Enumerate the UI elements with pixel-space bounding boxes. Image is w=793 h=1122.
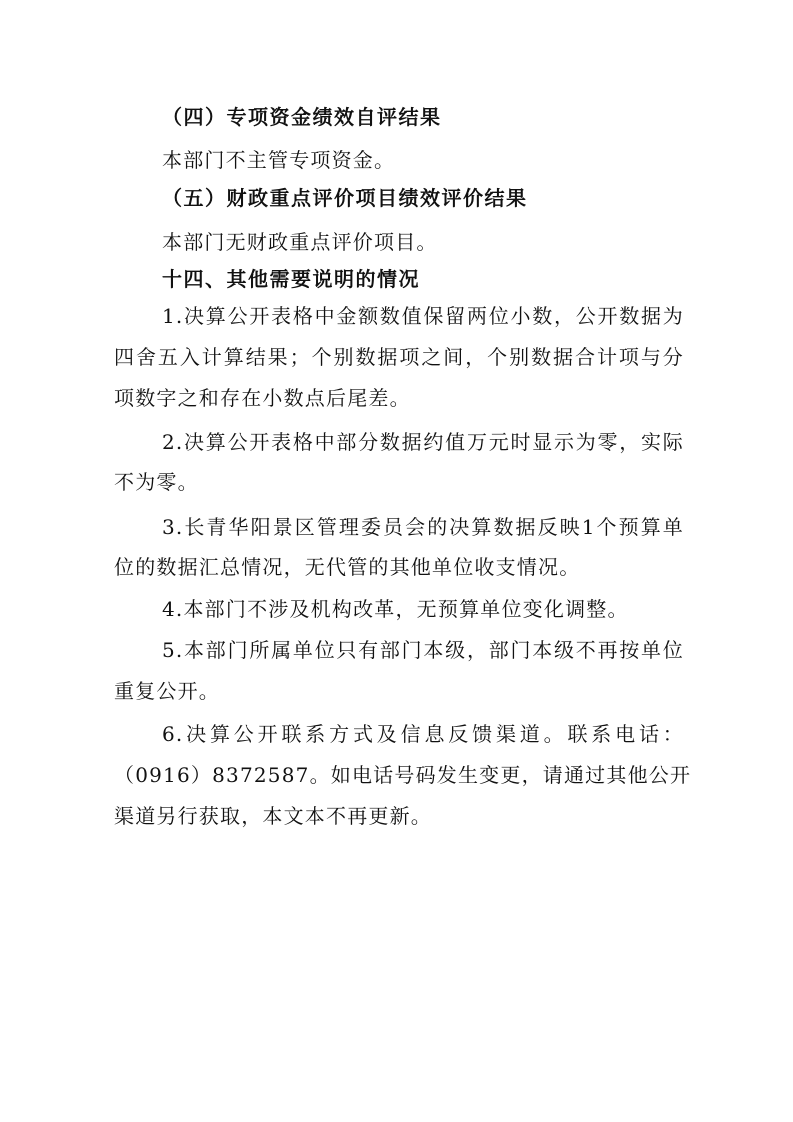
paragraph-line: 4.本部门不涉及机构改革，无预算单位变化调整。 (162, 597, 629, 621)
paragraph-line: 位的数据汇总情况，无代管的其他单位收支情况。 (114, 555, 581, 579)
subheading-special-funds: （四）专项资金绩效自评结果 (162, 105, 442, 129)
paragraph-line: 渠道另行获取，本文本不再更新。 (114, 804, 432, 828)
paragraph-line: 3.长青华阳景区管理委员会的决算数据反映1个预算单 (162, 515, 684, 539)
paragraph-line: 项数字之和存在小数点后尾差。 (114, 386, 411, 410)
paragraph-line: 本部门不主管专项资金。 (162, 148, 396, 172)
subheading-key-evaluation: （五）财政重点评价项目绩效评价结果 (162, 186, 528, 210)
paragraph-line: 2.决算公开表格中部分数据约值万元时显示为零，实际 (162, 430, 684, 454)
paragraph-line: （0916）8372587。如电话号码发生变更，请通过其他公开 (114, 763, 692, 787)
section-heading-other-notes: 十四、其他需要说明的情况 (162, 267, 420, 291)
paragraph-line: 四舍五入计算结果；个别数据项之间，个别数据合计项与分 (114, 345, 684, 369)
paragraph-line: 5.本部门所属单位只有部门本级，部门本级不再按单位 (162, 638, 684, 662)
paragraph-line: 重复公开。 (114, 679, 220, 703)
paragraph-line: 1.决算公开表格中金额数值保留两位小数，公开数据为 (162, 304, 684, 328)
paragraph-line: 本部门无财政重点评价项目。 (162, 230, 438, 254)
paragraph-line: 不为零。 (114, 470, 199, 494)
paragraph-line: 6.决算公开联系方式及信息反馈渠道。联系电话： (162, 722, 684, 746)
